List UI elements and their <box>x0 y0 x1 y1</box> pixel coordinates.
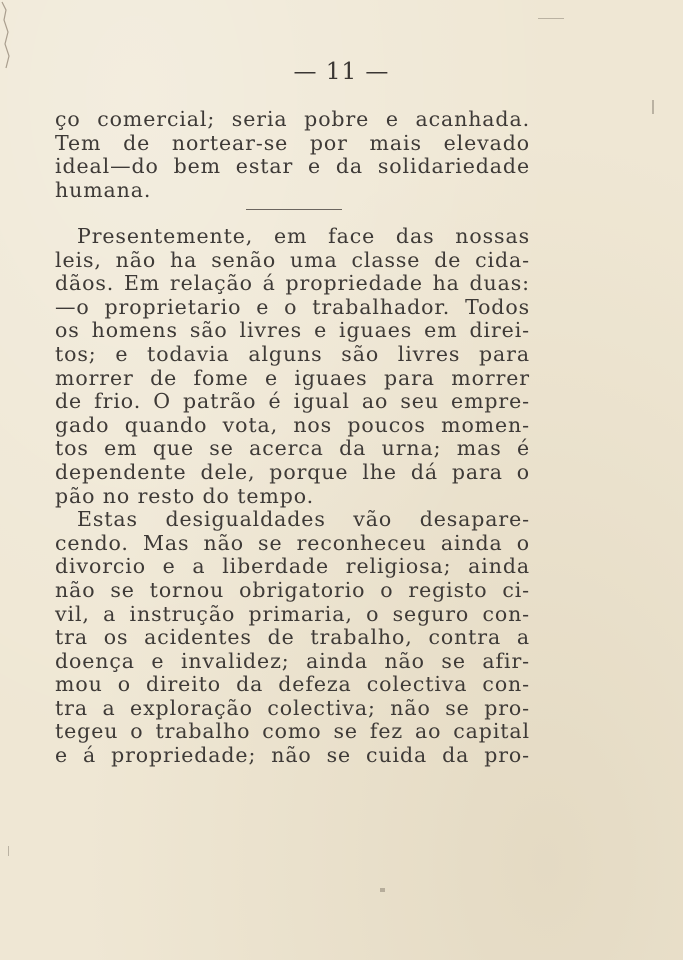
text-line: —o proprietario e o trabalhador. Todos <box>55 294 530 319</box>
text-line: tos em que se acerca da urna; mas é <box>55 436 530 461</box>
text-line: gado quando vota, nos poucos momen- <box>55 412 530 437</box>
text-line: Presentemente, em face das nossas <box>77 224 530 248</box>
text-line: ço comercial; seria pobre e acanhada. <box>55 107 530 131</box>
text-line: humana. <box>55 177 152 202</box>
page-number: — 11 — <box>293 59 390 85</box>
text-line: morrer de fome e iguaes para morrer <box>55 365 530 390</box>
text-line: de frio. O patrão é igual ao seu empre- <box>55 389 530 414</box>
paragraph-1 <box>55 108 530 202</box>
text-line: os homens são livres e iguaes em direi- <box>55 318 530 343</box>
text-line: ideal—do bem estar e da solidariedade <box>55 154 530 179</box>
paper-speck <box>8 846 9 856</box>
paper-speck <box>652 100 654 114</box>
text-line: dependente dele, porque lhe dá para o <box>55 459 530 484</box>
text-line: tegeu o trabalho como se fez ao capital <box>55 719 530 744</box>
text-line: mou o direito da defeza colectiva con- <box>55 672 530 697</box>
text-line: pão no resto do tempo. <box>55 483 315 508</box>
paragraph-2 <box>55 225 530 768</box>
text-line: e á propriedade; não se cuida da pro- <box>55 743 530 768</box>
paper-speck <box>380 888 385 892</box>
text-line: tos; e todavia alguns são livres para <box>55 341 530 366</box>
text-line: tra os acidentes de trabalho, contra a <box>55 625 530 650</box>
text-line: divorcio e a liberdade religiosa; ainda <box>55 554 530 579</box>
section-divider <box>246 209 342 210</box>
text-line: Tem de nortear-se por mais elevado <box>55 130 530 155</box>
text-line: dãos. Em relação á propriedade ha duas: <box>55 271 530 296</box>
text-line: não se tornou obrigatorio o registo ci- <box>55 577 530 602</box>
paper-speck <box>538 18 564 19</box>
text-line: leis, não ha senão uma classe de cida- <box>55 247 530 272</box>
text-line: tra a exploração colectiva; não se pro- <box>55 695 530 720</box>
text-line: Estas desigualdades vão desapare- <box>77 507 530 532</box>
text-line: doença e invalidez; ainda não se afir- <box>55 648 530 673</box>
text-line: cendo. Mas não se reconheceu ainda o <box>55 530 530 555</box>
text-line: vil, a instrução primaria, o seguro con- <box>55 601 530 626</box>
